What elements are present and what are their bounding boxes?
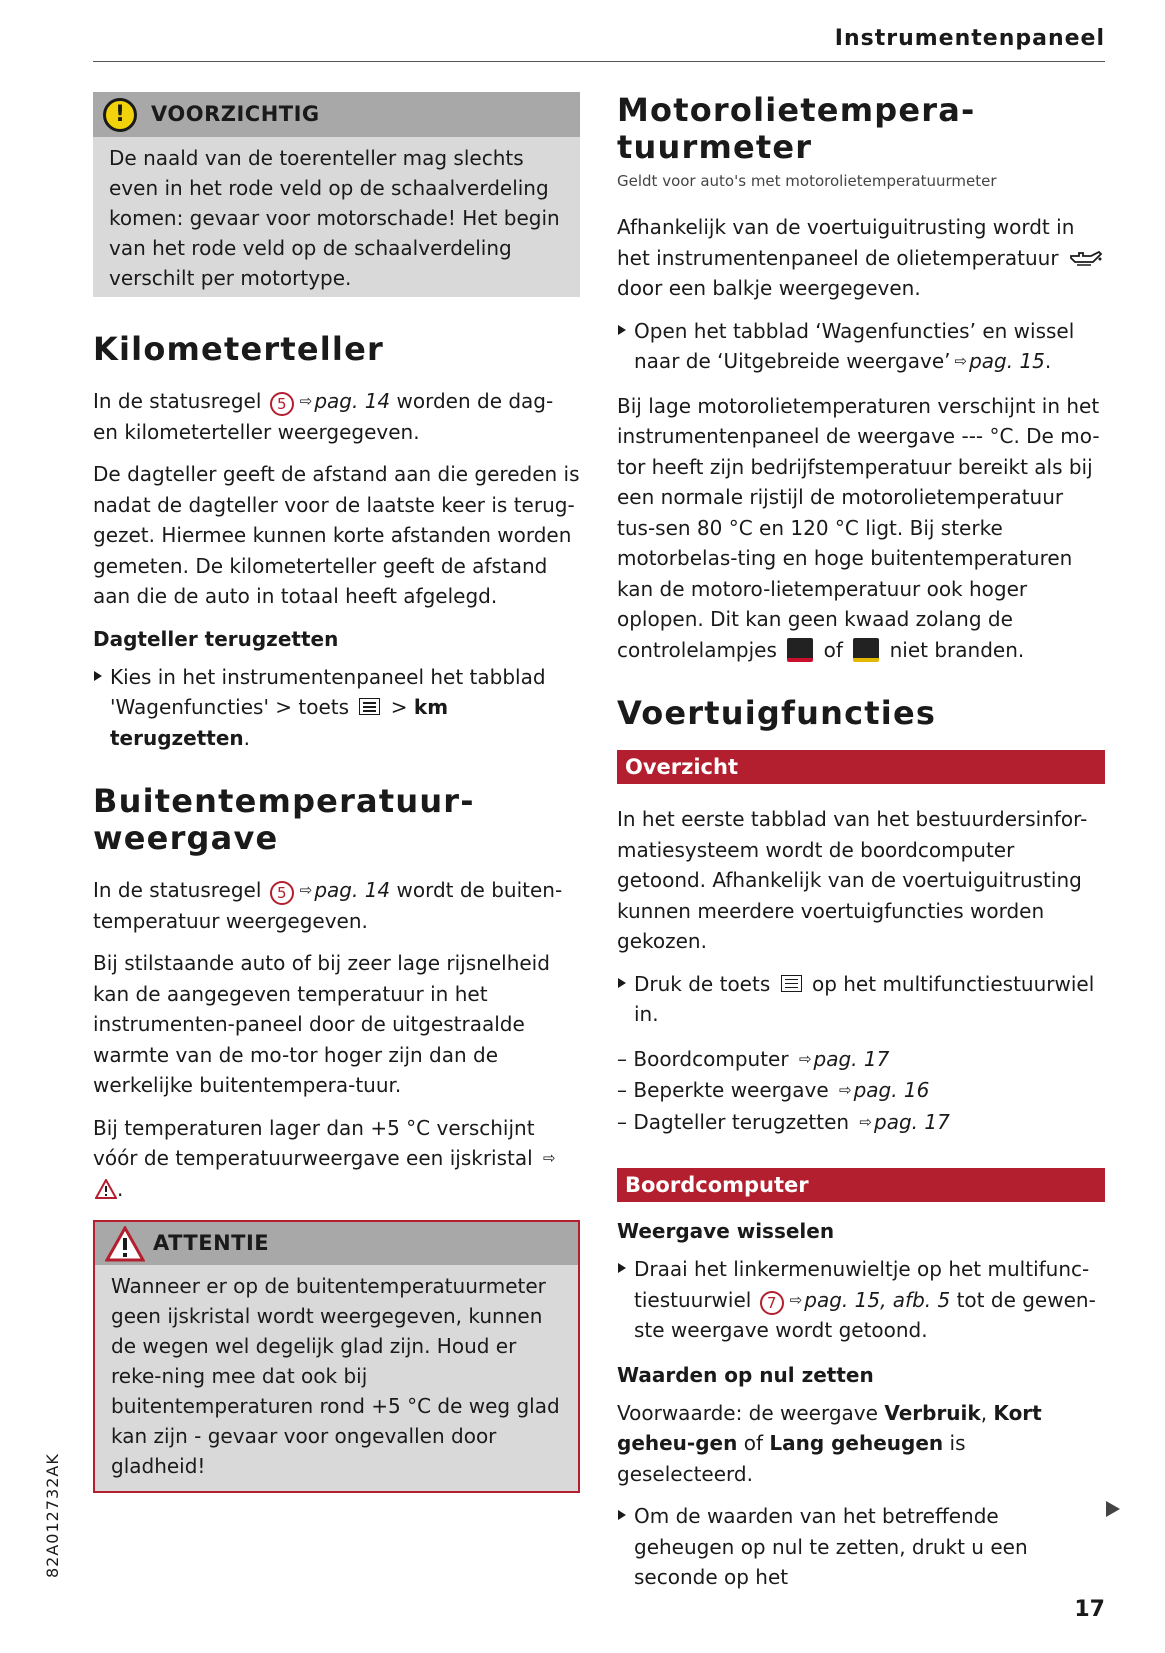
list-item-label: – Beperkte weergave [617,1078,829,1102]
page-reference-link[interactable]: pag. 17 [874,1109,950,1134]
header-title: Instrumentenpaneel [834,26,1105,51]
vehicle-functions-paragraph: In het eerste tabblad van het bestuurdersinfor-matiesysteem wordt de boordcomputer getoond. Afhankelijk van de voertuiguitrusting kunnen meerdere voertuigfuncties worden gekozen. [617,807,1088,953]
text-span: Open het tabblad ‘Wagenfuncties’ en wissel naar de ‘Uitgebreide weergave’ [634,318,1075,373]
vehicle-functions-heading: Voertuigfuncties [617,694,937,732]
oil-can-icon [1069,250,1103,268]
page-reference-link[interactable]: pag. 14 [314,878,391,902]
text-span: Druk de toets [634,971,771,996]
caution-header [93,92,580,137]
text-span: Draai het linkermenuwieltje op het multifunc-tiestuurwiel [634,1257,1090,1312]
text-span: > [390,695,408,719]
text-span: worden de dag- en kilometerteller weergegeven. [93,389,554,444]
page-reference-link[interactable]: pag. 15 [969,349,1045,373]
reset-trip-step [93,662,580,754]
list-item [617,1107,1105,1139]
warning-triangle-icon[interactable] [95,1179,117,1199]
text-span: is geselecteerd. [617,1431,966,1486]
text-span: Voorwaarde: de weergave [617,1400,878,1425]
page-number: 17 [1074,1597,1105,1622]
text-span: niet branden. [889,637,1025,662]
text-span: In de statusregel [93,389,262,413]
header-rule [93,61,1105,62]
caution-title: VOORZICHTIG [151,102,320,126]
reset-values-heading: Waarden op nul zetten [617,1362,874,1387]
reset-action-label: km terugzetten [110,695,449,750]
text-span: Kies in het instrumentenpaneel het tabblad 'Wagenfuncties' > toets [110,664,546,719]
outside-temp-paragraph-2: Bij stilstaande auto of bij zeer lage rijsnelheid kan de aangegeven temperatuur in het instrumenten-paneel door de uitgestraalde warmte van de mo-tor hoger zijn dan de werkelijke buitentempera-tuur. [93,951,550,1097]
oil-temp-step [617,316,1105,377]
step-bullet-icon [618,1263,626,1273]
reset-values-paragraph [617,1398,1105,1490]
callout-number-icon: 5 [270,881,294,905]
list-item-label: – Boordcomputer [617,1046,789,1071]
callout-number-icon: 7 [760,1291,784,1315]
caution-box [93,92,580,297]
text-span: Bij lage motorolietemperaturen verschijnt in het instrumentenpaneel de weergave --- °C. De mo-tor heeft zijn bedrijfstemperatuur bereikt als bij een normale rijstijl de motorolietemperatuur tus-sen 80 °C en 120 °C ligt. Bij sterke motorbelas-ting en hoge buitentemperaturen kan de motoro-lietemperatuur ook hoger oplopen. Dit kan geen kwaad zolang de controlelampjes [617,393,1100,662]
text-span: Bij temperaturen lager dan +5 °C verschijnt vóór de temperatuurweergave een ijskristal [93,1115,535,1170]
text-span: In de statusregel [93,878,262,902]
switch-display-step [617,1254,1105,1346]
outside-temp-heading: Buitentemperatuur-weergave [93,782,475,857]
attention-box [93,1220,580,1493]
arrow-ref-icon: ⇨ [543,1149,556,1167]
arrow-ref-icon: ⇨ [789,1290,803,1309]
list-item [617,1044,1105,1076]
reset-trip-heading: Dagteller terugzetten [93,626,339,651]
oil-pressure-lamp-icon [787,638,813,662]
document-code: 82A012732AK [43,1453,62,1578]
text-span: Verbruik [884,1400,981,1425]
arrow-ref-icon: ⇨ [299,881,313,899]
step-bullet-icon [618,325,626,335]
odometer-paragraph-2: De dagteller geeft de afstand aan die gereden is nadat de dagteller voor de laatste keer is terug-gezet. Hiermee kunnen korte afstanden worden gemeten. De kilometerteller geeft de afstand aan die de auto in totaal heeft afgelegd. [93,462,580,608]
outside-temp-paragraph-3 [93,1113,580,1205]
step-bullet-icon [618,1510,626,1520]
switch-display-heading: Weergave wisselen [617,1219,835,1243]
page-reference-link[interactable]: pag. 16 [853,1078,930,1102]
text-span: wordt de buiten-temperatuur weergegeven. [93,878,563,933]
text-span: Kort geheu-gen [617,1400,1042,1455]
oil-temp-heading: Motorolietempera-tuurmeter [617,91,976,166]
oil-temp-subtitle: Geldt voor auto's met motorolietemperatuurmeter [617,172,997,190]
page-reference-link[interactable]: pag. 17 [813,1046,890,1071]
page-reference-link[interactable]: pag. 14 [314,389,391,413]
oil-temp-paragraph-1 [617,212,1105,304]
text-span: Om de waarden van het betreffende geheugen op nul te zetten, drukt u een seconde op het [634,1504,1028,1589]
list-item [617,1075,1105,1107]
text-span: door een balkje weergegeven. [617,276,921,300]
arrow-ref-icon: ⇨ [954,352,968,370]
odometer-paragraph-1 [93,386,580,447]
step-bullet-icon [94,671,102,681]
continue-arrow-icon[interactable] [1106,1501,1120,1517]
odometer-heading: Kilometerteller [93,330,384,368]
text-span: . [243,725,251,750]
caution-exclamation-icon: ! [103,98,137,132]
callout-number-icon: 5 [270,392,294,416]
board-computer-bar: Boordcomputer [617,1168,1105,1202]
arrow-ref-icon: ⇨ [838,1081,852,1099]
text-span: Afhankelijk van de voertuiguitrusting wordt in het instrumentenpaneel de olietemperatuur [617,215,1075,270]
attention-title: ATTENTIE [153,1231,270,1255]
right-column [617,92,1105,1607]
text-span: Lang geheugen [769,1431,944,1455]
menu-button-icon [781,975,802,992]
menu-button-icon [359,698,380,715]
oil-temp-paragraph-2 [617,391,1105,666]
text-span: of [823,637,843,662]
text-span: tot de gewen-ste weergave wordt getoond. [634,1287,1096,1342]
warning-triangle-icon [105,1226,145,1262]
outside-temp-paragraph-1 [93,875,580,936]
vehicle-functions-list [617,1044,1105,1139]
attention-text: Wanneer er op de buitentemperatuurmeter geen ijskristal wordt weergegeven, kunnen de wegen wel degelijk glad zijn. Houd er reke-ning mee dat ook bij buitentemperaturen rond +5 °C de weg glad kan zijn - gevaar voor ongevallen door gladheid! [111,1274,560,1478]
step-bullet-icon [618,978,626,988]
left-column [93,92,580,1493]
page-reference-link[interactable]: pag. 15, afb. 5 [804,1287,951,1312]
reset-values-step [617,1501,1105,1593]
list-item-label: – Dagteller terugzetten [617,1109,850,1134]
text-span: op het multifunctiestuurwiel in. [634,971,1095,1026]
text-span: . [1044,349,1052,373]
oil-level-lamp-icon [853,638,879,662]
overview-bar: Overzicht [617,750,1105,784]
vehicle-functions-step [617,969,1105,1030]
arrow-ref-icon: ⇨ [798,1049,812,1068]
caution-text: De naald van de toerenteller mag slechts even in het rode veld op de schaalverdeling komen: gevaar voor motorschade! Het begin van het rode veld op de schaalverdeling verschilt per motortype. [109,146,560,290]
text-span: . [117,1176,124,1201]
text-span: of [743,1431,763,1455]
arrow-ref-icon: ⇨ [299,392,313,410]
attention-header [95,1222,578,1265]
text-span: , [980,1400,988,1425]
arrow-ref-icon: ⇨ [859,1112,872,1131]
